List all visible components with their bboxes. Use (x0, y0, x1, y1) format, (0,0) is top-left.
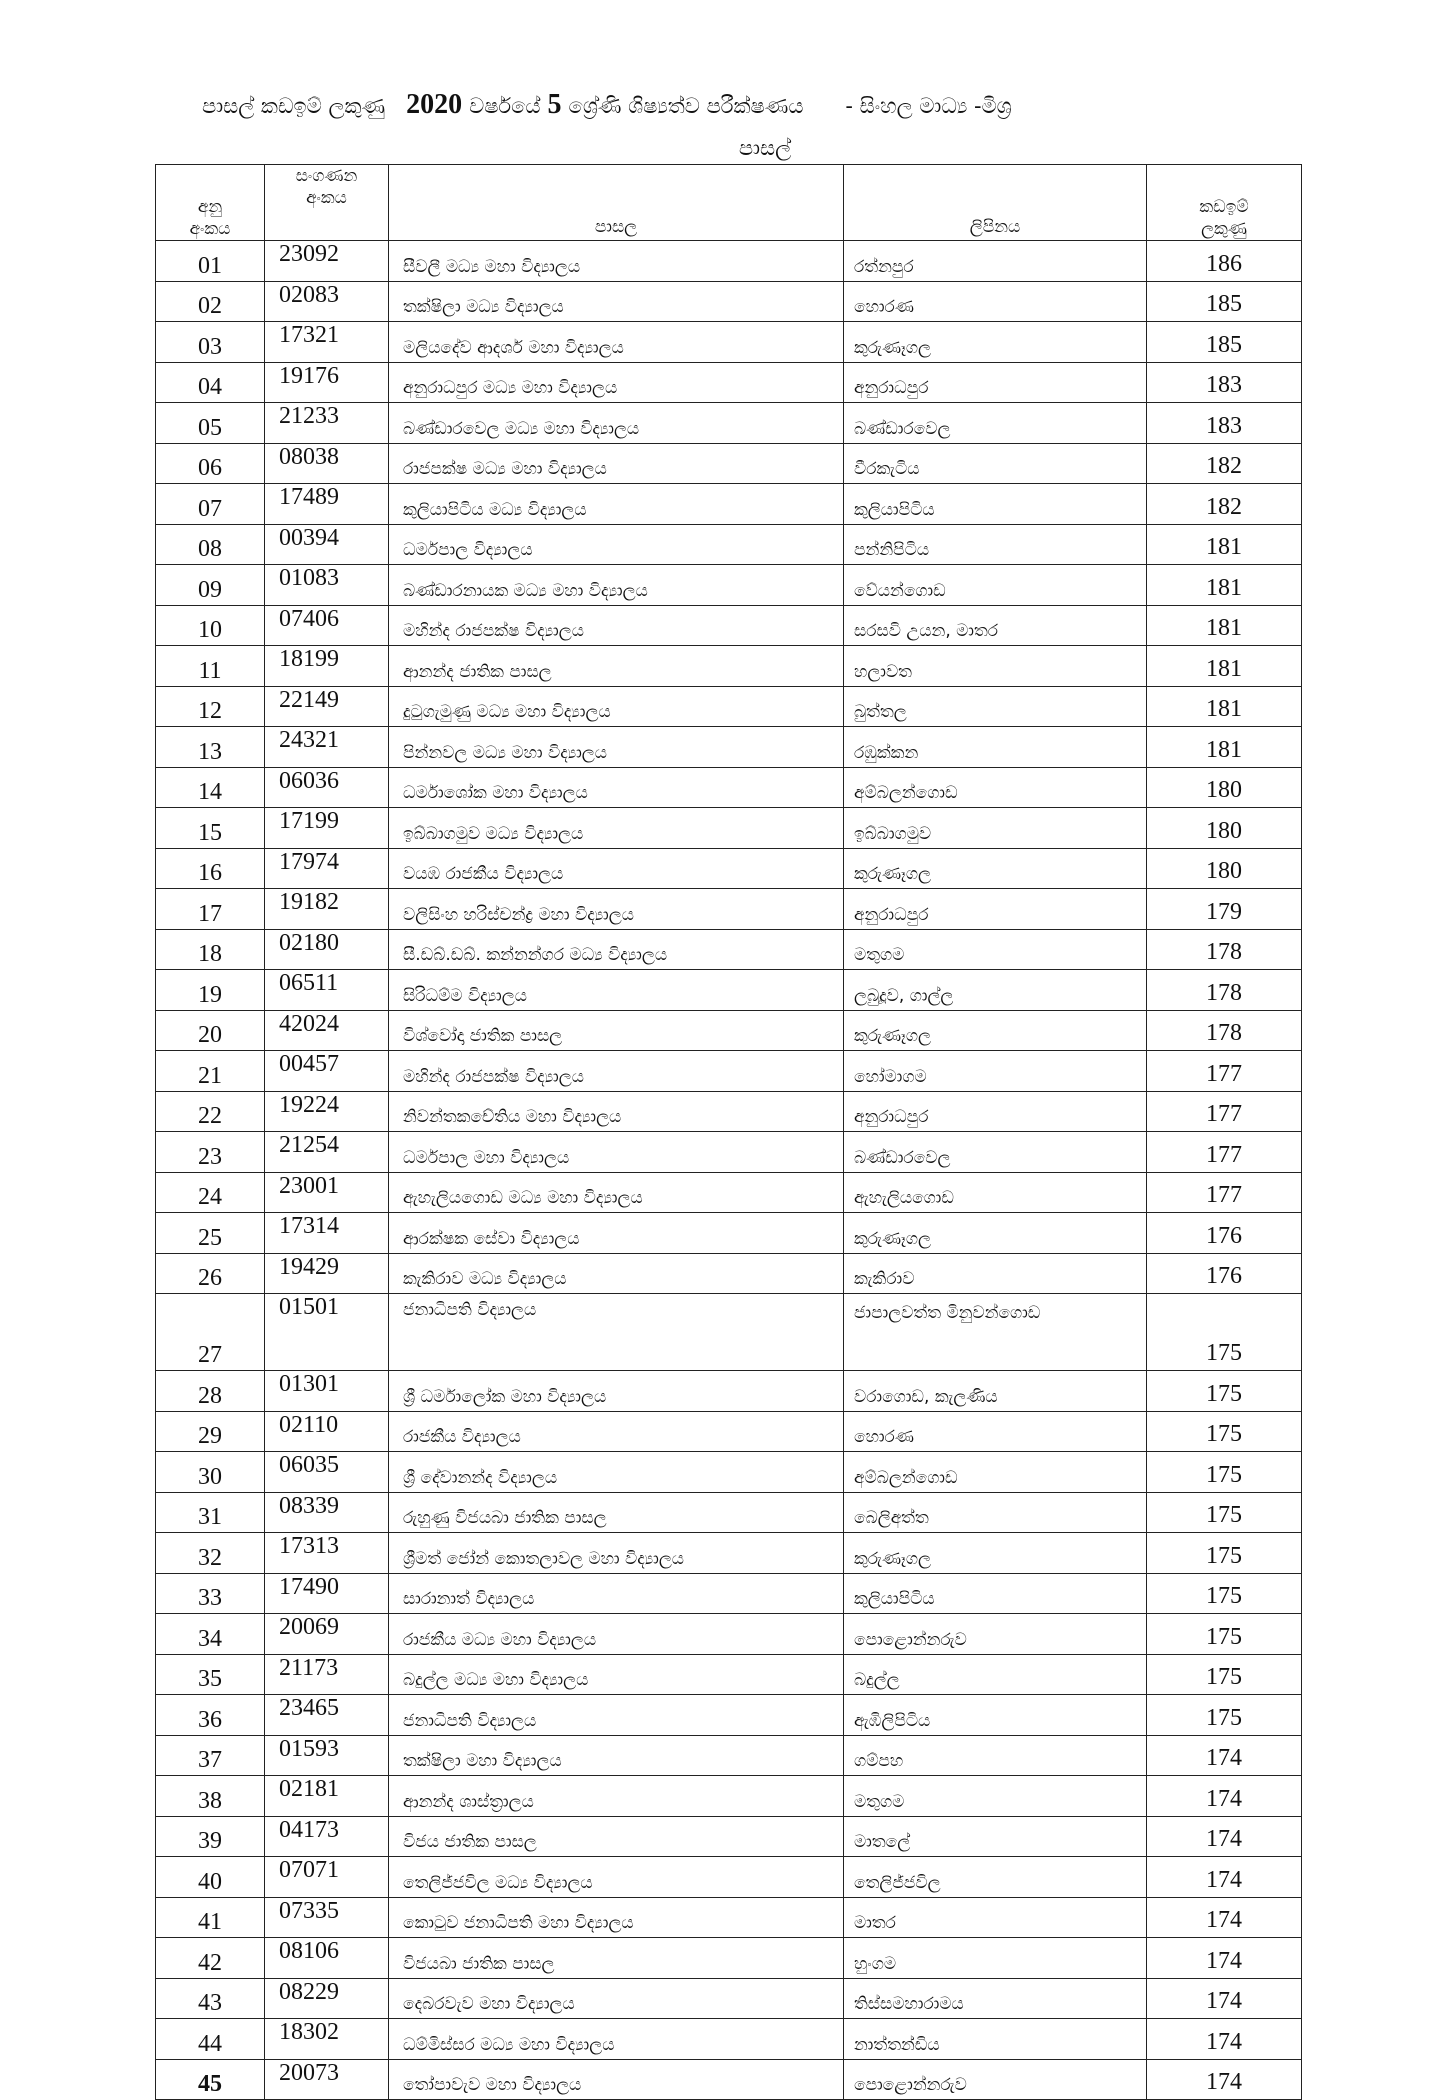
school-address: ලබුදූව, ගාල්ල (844, 970, 1147, 1011)
cutoff-mark: 175 (1147, 1411, 1302, 1452)
cutoff-mark: 179 (1147, 889, 1302, 930)
header-cutoff (1147, 165, 1302, 241)
cutoff-mark: 181 (1147, 605, 1302, 646)
row-number: 42 (156, 1938, 265, 1979)
table-row (156, 889, 1302, 930)
cutoff-mark: 181 (1147, 565, 1302, 606)
census-number: 17314 (265, 1213, 389, 1254)
cutoff-mark: 185 (1147, 322, 1302, 363)
row-number: 38 (156, 1776, 265, 1817)
table-row (156, 929, 1302, 970)
cutoff-mark: 174 (1147, 1978, 1302, 2019)
cutoff-mark: 174 (1147, 1776, 1302, 1817)
cutoff-mark: 178 (1147, 929, 1302, 970)
school-name: දෙබරවැව මහා විද්‍යාලය (389, 1978, 844, 2019)
row-number: 14 (156, 767, 265, 808)
cutoff-mark: 176 (1147, 1253, 1302, 1294)
cutoff-mark: 186 (1147, 241, 1302, 282)
school-address: රත්නපුර (844, 241, 1147, 282)
school-address: වීරකැටිය (844, 443, 1147, 484)
school-address: ඇඹිලිපිටිය (844, 1695, 1147, 1736)
census-number: 08038 (265, 443, 389, 484)
row-number: 05 (156, 403, 265, 444)
school-name: සිරිධම්ම විද්‍යාලය (389, 970, 844, 1011)
row-number: 31 (156, 1492, 265, 1533)
cutoff-mark: 181 (1147, 524, 1302, 565)
table-body (156, 241, 1302, 2100)
title-grade: 5 (547, 89, 562, 120)
cutoff-mark: 175 (1147, 1573, 1302, 1614)
census-number: 02181 (265, 1776, 389, 1817)
school-address: හොරණ (844, 281, 1147, 322)
row-number: 26 (156, 1253, 265, 1294)
school-address: තෙලිජ්ජවිල (844, 1857, 1147, 1898)
cutoff-mark: 175 (1147, 1614, 1302, 1655)
school-address: හුංගම (844, 1938, 1147, 1979)
school-name: සී.ඩබ්.ඩබ්. කන්නන්ගර මධ්‍ය විද්‍යාලය (389, 929, 844, 970)
school-address: කුරුණෑගල (844, 848, 1147, 889)
school-address: වේයන්ගොඩ (844, 565, 1147, 606)
census-number: 17974 (265, 848, 389, 889)
census-number: 08229 (265, 1978, 389, 2019)
school-address: පොළොන්නරුව (844, 2059, 1147, 2100)
census-number: 20069 (265, 1614, 389, 1655)
school-address: මාතර (844, 1897, 1147, 1938)
row-number: 09 (156, 565, 265, 606)
title-year: 2020 (406, 89, 463, 120)
cutoff-mark: 177 (1147, 1091, 1302, 1132)
cutoff-mark: 177 (1147, 1051, 1302, 1092)
census-number: 19224 (265, 1091, 389, 1132)
school-name: ධර්මපාල මහා විද්‍යාලය (389, 1132, 844, 1173)
cutoff-mark: 175 (1147, 1695, 1302, 1736)
school-address: බෙලිඅත්ත (844, 1492, 1147, 1533)
school-name: විජය ජාතික පාසල (389, 1816, 844, 1857)
school-address: මතුගම (844, 1776, 1147, 1817)
census-number: 19429 (265, 1253, 389, 1294)
table-row (156, 1614, 1302, 1655)
school-address: බණ්ඩාරවෙල (844, 1132, 1147, 1173)
title-part-2: වර්ෂයේ (469, 94, 541, 118)
school-name: කැකිරාව මධ්‍ය විද්‍යාලය (389, 1253, 844, 1294)
school-address: ගම්පහ (844, 1735, 1147, 1776)
cutoff-mark: 174 (1147, 2019, 1302, 2060)
census-number: 21173 (265, 1654, 389, 1695)
school-address: කුරුණෑගල (844, 1010, 1147, 1051)
cutoff-mark: 180 (1147, 848, 1302, 889)
school-address: කුරුණෑගල (844, 322, 1147, 363)
header-address-label: ලිපිනය (969, 217, 1021, 237)
census-number: 06035 (265, 1452, 389, 1493)
table-row (156, 1010, 1302, 1051)
census-number: 01301 (265, 1371, 389, 1412)
school-name: කුලියාපිටිය මධ්‍ය විද්‍යාලය (389, 484, 844, 525)
title-part-1: පාසල් කඩඉම් ලකුණු (202, 94, 386, 118)
row-number: 43 (156, 1978, 265, 2019)
cutoff-table (155, 164, 1302, 2100)
census-number: 08339 (265, 1492, 389, 1533)
school-name: වයඹ රාජකීය විද්‍යාලය (389, 848, 844, 889)
table-row (156, 1213, 1302, 1254)
row-number: 44 (156, 2019, 265, 2060)
school-address: පන්නිපිටිය (844, 524, 1147, 565)
school-name: ඇහැලියගොඩ මධ්‍ය මහා විද්‍යාලය (389, 1172, 844, 1213)
cutoff-mark: 183 (1147, 403, 1302, 444)
school-name: විජයබා ජාතික පාසල (389, 1938, 844, 1979)
row-number: 25 (156, 1213, 265, 1254)
table-row (156, 524, 1302, 565)
school-name: ජනාධිපති විද්‍යාලය (389, 1695, 844, 1736)
school-name: දුටුගැමුණු මධ්‍ය මහා විද්‍යාලය (389, 686, 844, 727)
census-number: 07335 (265, 1897, 389, 1938)
table-row (156, 1978, 1302, 2019)
header-serial-line-2: අංකය (189, 219, 231, 239)
cutoff-mark: 182 (1147, 484, 1302, 525)
row-number: 19 (156, 970, 265, 1011)
school-name: රුහුණු විජයබා ජාතික පාසල (389, 1492, 844, 1533)
table-row (156, 1091, 1302, 1132)
title-part-3: ශ්‍රේණි ශිෂ්‍යත්ව පරීක්ෂණය (568, 94, 804, 118)
row-number: 24 (156, 1172, 265, 1213)
header-address (844, 165, 1147, 241)
cutoff-mark: 175 (1147, 1492, 1302, 1533)
cutoff-mark: 175 (1147, 1294, 1302, 1371)
school-address: අම්බලන්ගොඩ (844, 1452, 1147, 1493)
row-number: 35 (156, 1654, 265, 1695)
school-address: වරාගොඩ, කැලණිය (844, 1371, 1147, 1412)
school-name: ජනාධිපති විද්‍යාලය (389, 1294, 844, 1371)
row-number: 30 (156, 1452, 265, 1493)
school-address: බදුල්ල (844, 1654, 1147, 1695)
row-number: 37 (156, 1735, 265, 1776)
census-number: 01083 (265, 565, 389, 606)
header-census-line-1: සංගණන (295, 166, 358, 186)
row-number: 32 (156, 1533, 265, 1574)
school-name: අනුරාධපුර මධ්‍ය මහා විද්‍යාලය (389, 362, 844, 403)
school-name: බණ්ඩාරනායක මධ්‍ය මහා විද්‍යාලය (389, 565, 844, 606)
school-name: තෝපාවැව මහා විද්‍යාලය (389, 2059, 844, 2100)
table-row (156, 1294, 1302, 1371)
title-line-1 (202, 84, 1402, 126)
table-row (156, 1452, 1302, 1493)
row-number: 18 (156, 929, 265, 970)
cutoff-mark: 175 (1147, 1371, 1302, 1412)
school-address: හොරණ (844, 1411, 1147, 1452)
table-row (156, 970, 1302, 1011)
school-name: ශ්‍රී දේවානන්ද විද්‍යාලය (389, 1452, 844, 1493)
census-number: 08106 (265, 1938, 389, 1979)
school-name: ශ්‍රී ධර්මාලෝක මහා විද්‍යාලය (389, 1371, 844, 1412)
table-row (156, 1695, 1302, 1736)
cutoff-mark: 180 (1147, 808, 1302, 849)
cutoff-mark: 175 (1147, 1452, 1302, 1493)
school-name: බණ්ඩාරවෙල මධ්‍ය මහා විද්‍යාලය (389, 403, 844, 444)
row-number: 27 (156, 1294, 265, 1371)
census-number: 24321 (265, 727, 389, 768)
census-number: 23092 (265, 241, 389, 282)
school-name: සීවලී මධ්‍ය මහා විද්‍යාලය (389, 241, 844, 282)
census-number: 02083 (265, 281, 389, 322)
row-number: 13 (156, 727, 265, 768)
row-number: 07 (156, 484, 265, 525)
school-address: කුලියාපිටිය (844, 484, 1147, 525)
row-number: 29 (156, 1411, 265, 1452)
school-name: තක්ෂිලා මහා විද්‍යාලය (389, 1735, 844, 1776)
table-row (156, 1492, 1302, 1533)
census-number: 23001 (265, 1172, 389, 1213)
school-address: අනුරාධපුර (844, 1091, 1147, 1132)
header-serial (156, 165, 265, 241)
row-number: 03 (156, 322, 265, 363)
school-name: මලියදේව ආදර්ශ මහා විද්‍යාලය (389, 322, 844, 363)
row-number: 34 (156, 1614, 265, 1655)
census-number: 23465 (265, 1695, 389, 1736)
cutoff-mark: 181 (1147, 646, 1302, 687)
school-address: අම්බලන්ගොඩ (844, 767, 1147, 808)
cutoff-mark: 178 (1147, 1010, 1302, 1051)
census-number: 17490 (265, 1573, 389, 1614)
table-row (156, 646, 1302, 687)
cutoff-mark: 177 (1147, 1172, 1302, 1213)
school-address: කුලියාපිටිය (844, 1573, 1147, 1614)
row-number: 40 (156, 1857, 265, 1898)
header-census-line-2: අංකය (306, 188, 347, 208)
table-row (156, 1411, 1302, 1452)
table-row (156, 281, 1302, 322)
school-address: මාතලේ (844, 1816, 1147, 1857)
school-name: බදුල්ල මධ්‍ය මහා විද්‍යාලය (389, 1654, 844, 1695)
row-number: 33 (156, 1573, 265, 1614)
school-address: හලාවත (844, 646, 1147, 687)
census-number: 00457 (265, 1051, 389, 1092)
census-number: 06511 (265, 970, 389, 1011)
census-number: 01501 (265, 1294, 389, 1371)
table-row (156, 1938, 1302, 1979)
cutoff-mark: 174 (1147, 1816, 1302, 1857)
school-address: නාත්තන්ඩිය (844, 2019, 1147, 2060)
school-address: ජාපාලවත්ත මිනුවන්ගොඩ (844, 1294, 1147, 1371)
school-address: බණ්ඩාරවෙල (844, 403, 1147, 444)
row-number: 23 (156, 1132, 265, 1173)
table-row (156, 484, 1302, 525)
census-number: 17489 (265, 484, 389, 525)
table-row (156, 767, 1302, 808)
row-number: 36 (156, 1695, 265, 1736)
school-address: සරසවි උයන, මාතර (844, 605, 1147, 646)
table-row (156, 1857, 1302, 1898)
census-number: 18199 (265, 646, 389, 687)
row-number: 22 (156, 1091, 265, 1132)
header-school-label: පාසල (594, 217, 638, 237)
cutoff-mark: 181 (1147, 727, 1302, 768)
census-number: 18302 (265, 2019, 389, 2060)
table-row (156, 322, 1302, 363)
row-number: 04 (156, 362, 265, 403)
header-serial-line-1: අනු (197, 197, 223, 217)
table-row (156, 808, 1302, 849)
school-name: රාජකීය මධ්‍ය මහා විද්‍යාලය (389, 1614, 844, 1655)
census-number: 17321 (265, 322, 389, 363)
census-number: 04173 (265, 1816, 389, 1857)
table-row (156, 1776, 1302, 1817)
cutoff-mark: 174 (1147, 1735, 1302, 1776)
table-row (156, 1897, 1302, 1938)
census-number: 02180 (265, 929, 389, 970)
cutoff-mark: 182 (1147, 443, 1302, 484)
row-number: 10 (156, 605, 265, 646)
row-number: 41 (156, 1897, 265, 1938)
table-row (156, 605, 1302, 646)
row-number: 45 (156, 2059, 265, 2100)
row-number: 06 (156, 443, 265, 484)
school-name: ආනන්ද ශාස්ත්‍රාලය (389, 1776, 844, 1817)
school-name: ධර්මපාල විද්‍යාලය (389, 524, 844, 565)
table-row (156, 848, 1302, 889)
header-census (265, 165, 389, 241)
census-number: 21233 (265, 403, 389, 444)
table-row (156, 362, 1302, 403)
school-address: ඉබ්බාගමුව (844, 808, 1147, 849)
title-line-2: පාසල් (738, 136, 792, 160)
row-number: 08 (156, 524, 265, 565)
census-number: 20073 (265, 2059, 389, 2100)
census-number: 42024 (265, 1010, 389, 1051)
cutoff-mark: 175 (1147, 1654, 1302, 1695)
cutoff-mark: 178 (1147, 970, 1302, 1011)
table-row (156, 1735, 1302, 1776)
school-name: නිවන්තකචේතිය මහා විද්‍යාලය (389, 1091, 844, 1132)
census-number: 19176 (265, 362, 389, 403)
school-address: කුරුණෑගල (844, 1213, 1147, 1254)
school-name: තෙලිජ්ජවිල මධ්‍ය විද්‍යාලය (389, 1857, 844, 1898)
row-number: 02 (156, 281, 265, 322)
table-row (156, 2019, 1302, 2060)
cutoff-mark: 176 (1147, 1213, 1302, 1254)
school-name: මහින්ද රාජපක්ෂ විද්‍යාලය (389, 1051, 844, 1092)
table-row (156, 1533, 1302, 1574)
cutoff-mark: 174 (1147, 1938, 1302, 1979)
school-name: පින්නවල මධ්‍ය මහා විද්‍යාලය (389, 727, 844, 768)
school-address: රඹුක්කන (844, 727, 1147, 768)
row-number: 11 (156, 646, 265, 687)
census-number: 06036 (265, 767, 389, 808)
school-name: මහින්ද රාජපක්ෂ විද්‍යාලය (389, 605, 844, 646)
table-row (156, 1573, 1302, 1614)
cutoff-mark: 175 (1147, 1533, 1302, 1574)
school-address: හෝමාගම (844, 1051, 1147, 1092)
row-number: 21 (156, 1051, 265, 1092)
cutoff-mark: 185 (1147, 281, 1302, 322)
school-name: කොටුව ජනාධිපති මහා විද්‍යාලය (389, 1897, 844, 1938)
census-number: 01593 (265, 1735, 389, 1776)
cutoff-mark: 177 (1147, 1132, 1302, 1173)
row-number: 17 (156, 889, 265, 930)
school-address: කැකිරාව (844, 1253, 1147, 1294)
table-row (156, 565, 1302, 606)
table-row (156, 727, 1302, 768)
school-name: විශ්වෝදා ජාතික පාසල (389, 1010, 844, 1051)
table-row (156, 1816, 1302, 1857)
row-number: 12 (156, 686, 265, 727)
school-name: සාරානාත් විද්‍යාලය (389, 1573, 844, 1614)
cutoff-mark: 174 (1147, 2059, 1302, 2100)
table-row (156, 2059, 1302, 2100)
census-number: 07406 (265, 605, 389, 646)
census-number: 00394 (265, 524, 389, 565)
school-name: රාජකීය විද්‍යාලය (389, 1411, 844, 1452)
header-school (389, 165, 844, 241)
table-row (156, 443, 1302, 484)
school-address: මතුගම (844, 929, 1147, 970)
row-number: 16 (156, 848, 265, 889)
school-address: ඇහැලියගොඩ (844, 1172, 1147, 1213)
school-name: වලිසිංහ හරිස්චන්ද්‍ර මහා විද්‍යාලය (389, 889, 844, 930)
table-row (156, 1371, 1302, 1412)
school-name: ආරක්ෂක සේවා විද්‍යාලය (389, 1213, 844, 1254)
school-name: ඉබ්බාගමුව මධ්‍ය විද්‍යාලය (389, 808, 844, 849)
school-name: ධම්මිස්සර මධ්‍ය මහා විද්‍යාලය (389, 2019, 844, 2060)
school-name: ධර්මාශෝක මහා විද්‍යාලය (389, 767, 844, 808)
census-number: 22149 (265, 686, 389, 727)
census-number: 02110 (265, 1411, 389, 1452)
census-number: 17313 (265, 1533, 389, 1574)
table-row (156, 403, 1302, 444)
table-row (156, 686, 1302, 727)
cutoff-mark: 183 (1147, 362, 1302, 403)
title-part-4: - සිංහල මාධ්‍ය -මිශ්‍ර (845, 94, 1012, 118)
school-name: ආනන්ද ජාතික පාසල (389, 646, 844, 687)
cutoff-mark: 180 (1147, 767, 1302, 808)
page-title (150, 84, 1380, 174)
census-number: 19182 (265, 889, 389, 930)
table-row (156, 241, 1302, 282)
header-cutoff-line-1: කඩඉම් (1199, 197, 1249, 217)
school-address: බුත්තල (844, 686, 1147, 727)
header-cutoff-line-2: ලකුණු (1201, 219, 1247, 239)
row-number: 28 (156, 1371, 265, 1412)
cutoff-mark: 181 (1147, 686, 1302, 727)
census-number: 21254 (265, 1132, 389, 1173)
row-number: 39 (156, 1816, 265, 1857)
school-address: අනුරාධපුර (844, 889, 1147, 930)
census-number: 17199 (265, 808, 389, 849)
table-row (156, 1051, 1302, 1092)
census-number: 07071 (265, 1857, 389, 1898)
school-address: තිස්සමහාරාමය (844, 1978, 1147, 2019)
school-name: රාජපක්ෂ මධ්‍ය මහා විද්‍යාලය (389, 443, 844, 484)
cutoff-mark: 174 (1147, 1897, 1302, 1938)
school-address: කුරුණෑගල (844, 1533, 1147, 1574)
row-number: 20 (156, 1010, 265, 1051)
row-number: 01 (156, 241, 265, 282)
table-row (156, 1132, 1302, 1173)
school-name: ශ්‍රීමත් ජෝන් කොතලාවල මහා විද්‍යාලය (389, 1533, 844, 1574)
school-address: පොළොන්නරුව (844, 1614, 1147, 1655)
table-row (156, 1172, 1302, 1213)
cutoff-mark: 174 (1147, 1857, 1302, 1898)
school-address: අනුරාධපුර (844, 362, 1147, 403)
table-row (156, 1654, 1302, 1695)
row-number: 15 (156, 808, 265, 849)
table-row (156, 1253, 1302, 1294)
school-name: තක්ෂිලා මධ්‍ය විද්‍යාලය (389, 281, 844, 322)
